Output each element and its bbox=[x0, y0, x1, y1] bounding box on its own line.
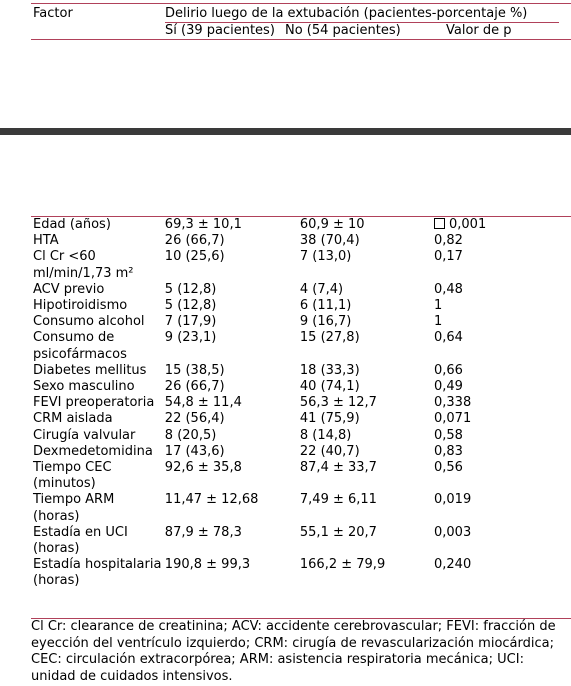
row-p-text: 0,82 bbox=[434, 233, 463, 249]
row-no bbox=[298, 444, 432, 460]
row-yes-text: 69,3 ± 10,1 bbox=[164, 217, 242, 232]
row-no-text: 87,4 ± 33,7 bbox=[299, 460, 377, 476]
row-yes bbox=[163, 395, 298, 411]
row-p bbox=[432, 233, 571, 249]
row-factor bbox=[31, 428, 163, 444]
row-p bbox=[432, 557, 571, 589]
row-factor bbox=[31, 330, 163, 362]
row-factor bbox=[31, 249, 163, 281]
row-yes bbox=[163, 411, 298, 427]
row-p bbox=[432, 525, 571, 557]
row-p-text: 0,64 bbox=[434, 330, 463, 346]
row-yes-text: 10 (25,6) bbox=[164, 249, 225, 265]
row-p bbox=[432, 363, 571, 379]
row-factor-text: Edad (años) bbox=[33, 217, 111, 232]
row-factor-text: Tiempo ARM (horas) bbox=[33, 492, 115, 524]
box-glyph-icon bbox=[434, 218, 445, 229]
row-no-text: 22 (40,7) bbox=[299, 443, 360, 459]
row-factor-text: Sexo masculino bbox=[33, 379, 135, 395]
row-factor bbox=[31, 444, 163, 460]
row-no bbox=[298, 363, 432, 379]
row-factor bbox=[31, 460, 163, 492]
row-p bbox=[432, 411, 571, 427]
row-yes-text: 15 (38,5) bbox=[164, 362, 225, 378]
table-row bbox=[31, 460, 571, 492]
row-yes-text: 22 (56,4) bbox=[164, 411, 225, 427]
section-divider-band bbox=[0, 128, 571, 135]
row-p bbox=[432, 314, 571, 330]
row-factor-text: Consumo de psicofármacos bbox=[33, 330, 127, 362]
row-no bbox=[298, 492, 432, 524]
row-p bbox=[432, 282, 571, 298]
row-p-text: 1 bbox=[434, 298, 443, 314]
row-p-text: 0,338 bbox=[434, 395, 472, 411]
row-yes-text: 54,8 ± 11,4 bbox=[164, 395, 242, 411]
row-factor bbox=[31, 492, 163, 524]
row-yes-text: 8 (20,5) bbox=[164, 427, 217, 443]
row-yes bbox=[163, 444, 298, 460]
row-p bbox=[432, 428, 571, 444]
row-p bbox=[432, 444, 571, 460]
row-no-text: 4 (7,4) bbox=[299, 281, 344, 297]
row-no-text: 55,1 ± 20,7 bbox=[299, 524, 377, 540]
row-yes bbox=[163, 330, 298, 362]
row-factor bbox=[31, 411, 163, 427]
table-row bbox=[31, 217, 571, 234]
row-no bbox=[298, 557, 432, 589]
row-p-text: 0,240 bbox=[434, 557, 472, 573]
row-factor bbox=[31, 314, 163, 330]
row-factor-text: Hipotiroidismo bbox=[33, 298, 128, 314]
row-no bbox=[298, 379, 432, 395]
row-p-text: 0,49 bbox=[434, 379, 463, 395]
table-row bbox=[31, 428, 571, 444]
row-p-text: 0,83 bbox=[434, 443, 463, 459]
row-p bbox=[432, 298, 571, 314]
row-no bbox=[298, 428, 432, 444]
row-no-text: 60,9 ± 10 bbox=[299, 217, 365, 232]
row-yes bbox=[163, 557, 298, 589]
row-yes-text: 26 (66,7) bbox=[164, 379, 225, 395]
row-no-text: 8 (14,8) bbox=[299, 427, 352, 443]
row-no-text: 41 (75,9) bbox=[299, 411, 360, 427]
row-no bbox=[298, 249, 432, 281]
row-yes-text: 5 (12,8) bbox=[164, 281, 217, 297]
row-factor bbox=[31, 282, 163, 298]
row-p-text: 0,003 bbox=[434, 524, 472, 540]
row-factor-text: Estadía en UCI (horas) bbox=[33, 524, 128, 557]
table-row bbox=[31, 233, 571, 249]
row-p-text: 0,58 bbox=[434, 427, 463, 443]
row-p bbox=[432, 460, 571, 492]
row-no-text: 9 (16,7) bbox=[299, 314, 352, 330]
row-yes bbox=[163, 492, 298, 524]
row-yes bbox=[163, 460, 298, 492]
row-no-text: 56,3 ± 12,7 bbox=[299, 395, 377, 411]
row-factor-text: Diabetes mellitus bbox=[33, 362, 147, 378]
row-factor-text: HTA bbox=[33, 233, 59, 249]
header-bottom-rule bbox=[31, 39, 571, 40]
row-p-text: 0,66 bbox=[434, 362, 463, 378]
row-factor bbox=[31, 363, 163, 379]
row-yes-text: 26 (66,7) bbox=[164, 233, 225, 249]
row-no bbox=[298, 217, 432, 234]
row-no bbox=[298, 282, 432, 298]
table-row bbox=[31, 395, 571, 411]
table-row bbox=[31, 379, 571, 395]
row-no-text: 38 (70,4) bbox=[299, 233, 360, 249]
row-factor bbox=[31, 525, 163, 557]
row-factor-text: ACV previo bbox=[33, 281, 105, 297]
row-p bbox=[432, 492, 571, 524]
row-factor-text: Consumo alcohol bbox=[33, 314, 145, 330]
row-no bbox=[298, 330, 432, 362]
row-p-text: 1 bbox=[434, 314, 443, 330]
row-no bbox=[298, 460, 432, 492]
table-row bbox=[31, 249, 571, 281]
row-yes bbox=[163, 233, 298, 249]
table-row bbox=[31, 444, 571, 460]
header-group-title: Delirio luego de la extubación (pacientes-porcentaje %) bbox=[165, 6, 528, 21]
footnote: Cl Cr: clearance de creatinina; ACV: accidente cerebrovascular; FEVI: fracción de eyección del ventrículo izquierdo; CRM: cirugía de revascularización miocárdica; CEC: circulación extracorpórea; ARM: asistencia respiratoria mecánica; UCI: unidad de cuidados intensivos. bbox=[31, 618, 571, 685]
row-yes-text: 11,47 ± 12,68 bbox=[164, 492, 259, 508]
row-yes bbox=[163, 428, 298, 444]
table-row bbox=[31, 330, 571, 362]
table-row bbox=[31, 557, 571, 589]
row-yes-text: 87,9 ± 78,3 bbox=[164, 524, 242, 540]
row-p bbox=[432, 217, 571, 234]
table-row bbox=[31, 525, 571, 557]
row-no bbox=[298, 525, 432, 557]
row-no bbox=[298, 298, 432, 314]
table-row bbox=[31, 411, 571, 427]
row-no-text: 6 (11,1) bbox=[299, 298, 352, 314]
row-yes bbox=[163, 314, 298, 330]
table-row bbox=[31, 363, 571, 379]
table-row bbox=[31, 282, 571, 298]
row-factor-text: Cl Cr <60 ml/min/1,73 m² bbox=[33, 249, 134, 281]
header-col-p: Valor de p bbox=[446, 23, 512, 38]
row-factor-text: Estadía hospitalaria (horas) bbox=[33, 557, 162, 589]
row-p bbox=[432, 379, 571, 395]
row-factor-text: CRM aislada bbox=[33, 411, 113, 427]
row-yes bbox=[163, 298, 298, 314]
row-yes bbox=[163, 525, 298, 557]
row-p-text: 0,019 bbox=[434, 492, 472, 508]
header-col-yes: Sí (39 pacientes) bbox=[165, 23, 275, 38]
row-p-text: 0,48 bbox=[434, 281, 463, 297]
header-col-no: No (54 pacientes) bbox=[285, 23, 401, 38]
row-factor bbox=[31, 395, 163, 411]
row-p bbox=[432, 330, 571, 362]
table-row bbox=[31, 314, 571, 330]
header-top-rule bbox=[31, 3, 571, 4]
row-yes-text: 92,6 ± 35,8 bbox=[164, 460, 242, 476]
table-row bbox=[31, 298, 571, 314]
row-no-text: 18 (33,3) bbox=[299, 362, 360, 378]
row-yes-text: 17 (43,6) bbox=[164, 443, 225, 459]
row-yes bbox=[163, 217, 298, 234]
row-no bbox=[298, 233, 432, 249]
row-no-text: 166,2 ± 79,9 bbox=[299, 557, 386, 573]
row-factor-text: FEVI preoperatoria bbox=[33, 395, 155, 411]
row-no bbox=[298, 314, 432, 330]
row-factor bbox=[31, 379, 163, 395]
row-factor-text: Dexmedetomidina bbox=[33, 443, 153, 459]
row-no-text: 7 (13,0) bbox=[299, 249, 352, 265]
row-factor bbox=[31, 217, 163, 234]
row-yes-text: 190,8 ± 99,3 bbox=[164, 557, 251, 573]
row-yes bbox=[163, 249, 298, 281]
row-p-text: 0,56 bbox=[434, 460, 463, 476]
table-row bbox=[31, 492, 571, 524]
row-p-text: 0,071 bbox=[434, 411, 472, 427]
row-yes bbox=[163, 363, 298, 379]
row-no bbox=[298, 411, 432, 427]
row-yes-text: 9 (23,1) bbox=[164, 330, 217, 346]
header-factor: Factor bbox=[33, 6, 73, 21]
row-factor bbox=[31, 233, 163, 249]
row-factor-text: Tiempo CEC (minutos) bbox=[33, 460, 112, 492]
row-p bbox=[432, 249, 571, 281]
row-no bbox=[298, 395, 432, 411]
row-p bbox=[432, 395, 571, 411]
row-p-text: 0,17 bbox=[434, 249, 463, 265]
row-factor-text: Cirugía valvular bbox=[33, 427, 136, 443]
data-table bbox=[31, 216, 571, 590]
row-no-text: 15 (27,8) bbox=[299, 330, 360, 346]
row-yes-text: 5 (12,8) bbox=[164, 298, 217, 314]
row-factor bbox=[31, 298, 163, 314]
row-yes bbox=[163, 379, 298, 395]
row-factor bbox=[31, 557, 163, 589]
row-yes-text: 7 (17,9) bbox=[164, 314, 217, 330]
row-p-text: 0,001 bbox=[449, 217, 487, 232]
row-no-text: 7,49 ± 6,11 bbox=[299, 492, 377, 508]
row-no-text: 40 (74,1) bbox=[299, 379, 360, 395]
row-yes bbox=[163, 282, 298, 298]
